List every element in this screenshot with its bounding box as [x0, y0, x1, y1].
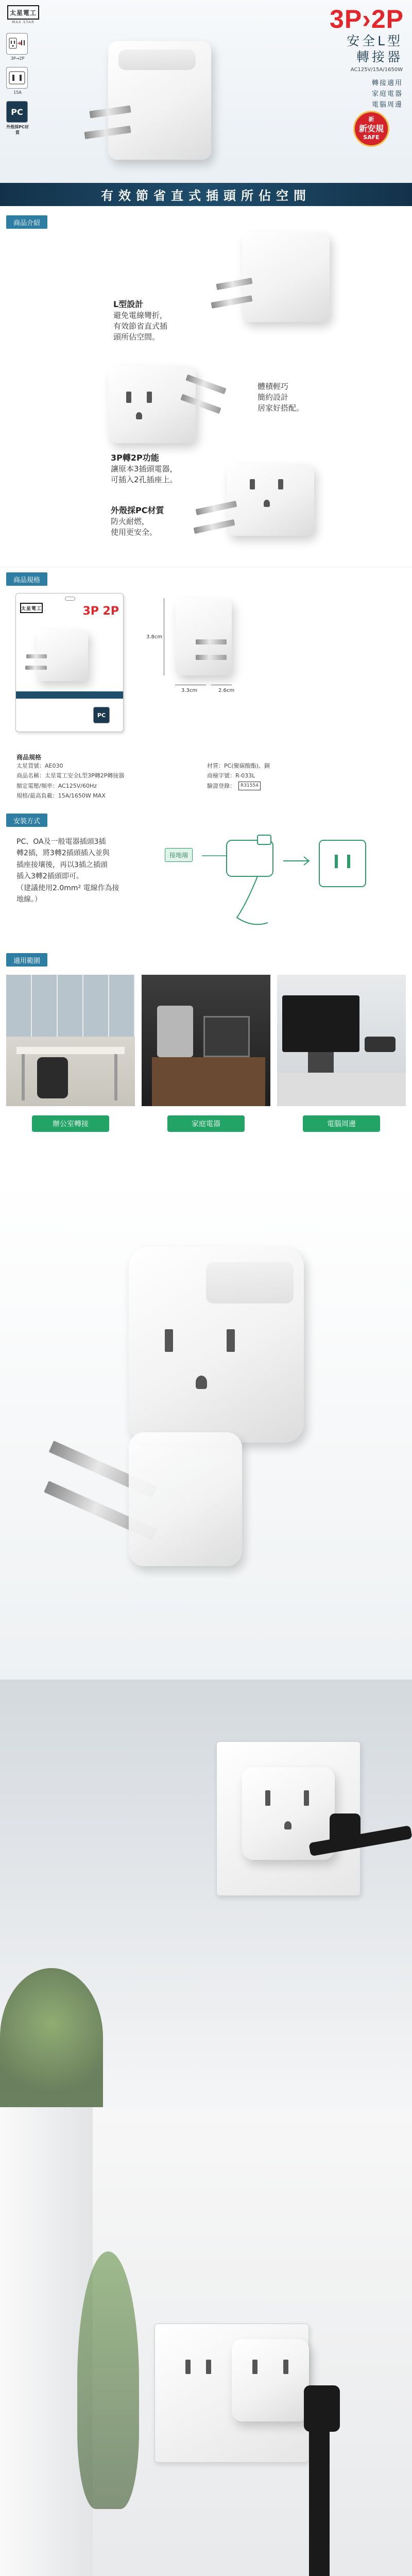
office-photo — [6, 975, 135, 1106]
spec-cell — [207, 791, 398, 801]
certification-mark: R31554 — [238, 782, 261, 791]
15a-icon — [6, 67, 28, 95]
hero-features — [372, 78, 403, 110]
intro-line: 簡約設計 — [258, 393, 289, 402]
spec-cell: 商檢字號：R-033L — [207, 772, 255, 779]
intro-line: 頭所佔空間。 — [113, 332, 160, 342]
intro-line: 體積輕巧 — [258, 382, 289, 391]
spec-cell: 額定電壓/頻率：AC125V/60Hz — [16, 782, 97, 789]
spec-row — [16, 761, 398, 771]
dim-height: 3.8cm — [146, 634, 163, 640]
hero-feature-item: 電腦周邊 — [371, 100, 403, 109]
spec-cell — [207, 781, 398, 791]
app-label-computer: 電腦周邊 — [303, 1115, 380, 1132]
15a-label: 15A — [13, 90, 22, 95]
3p-to-2p-label: 3P→2P — [10, 56, 25, 61]
section-tag-intro: 商品介紹 — [6, 215, 47, 229]
dim-width: 3.3cm — [181, 688, 198, 693]
spec-table-title: 商品規格 — [16, 754, 42, 761]
hero-spec: AC125V/15A/1650W — [350, 67, 403, 73]
badge-bottom: SAFE — [363, 134, 380, 141]
package-brand: 太星電工 — [20, 603, 43, 613]
intro-l-design-title: L型設計 — [113, 299, 144, 309]
install-line: 插座接壤後，再以3插之插頭 — [16, 860, 108, 869]
install-line: PC、OA及一般電器插頭3插 — [16, 838, 106, 846]
hero-title: 3P›2P — [330, 5, 404, 33]
pc-material-label: 外殼採PC材質 — [6, 125, 29, 135]
intro-line: 居家好搭配。 — [258, 403, 304, 413]
intro-pc-title: 外殼採PC材質 — [111, 505, 164, 515]
intro-adapter-title: 3P轉2P功能 — [111, 453, 159, 463]
section-tag-apps: 適用範圍 — [6, 953, 47, 967]
hero-banner — [0, 0, 412, 206]
intro-line: 讓原本3插頭電器， — [111, 464, 178, 474]
install-line: （建議使用2.0mm² 電線作為接 — [16, 884, 119, 892]
section-tag-specs: 商品規格 — [6, 572, 47, 586]
intro-l-design — [113, 299, 167, 343]
intro-adapter — [111, 452, 178, 485]
install-line: 插入3轉2插頭即可。 — [16, 872, 83, 881]
intro-line: 有效節省直式插 — [113, 321, 168, 331]
spec-cell-label: 驗證登錄： — [207, 782, 235, 789]
hero-feature-item: 家庭電器 — [371, 90, 403, 98]
lifestyle-product-photo — [0, 1175, 412, 1680]
ground-terminal-label: 接地端 — [165, 848, 193, 862]
hero-ribbon: 有效節省直式插頭所佔空間 — [0, 183, 412, 206]
pc-material-symbol: PC — [11, 107, 23, 117]
package-image — [15, 593, 124, 732]
hero-subtitle — [347, 33, 403, 65]
install-line: 地線。） — [16, 895, 42, 904]
hero-feature-item: 轉接適用 — [371, 79, 403, 87]
app-label-office: 辦公室轉接 — [32, 1115, 109, 1132]
intro-compact — [258, 381, 304, 414]
badge-top: 新 — [368, 116, 374, 123]
spec-table — [16, 761, 398, 801]
feature-icons — [6, 33, 31, 135]
application-section — [0, 948, 412, 1175]
spec-cell: 商品名稱：太星電工安全L型3P轉2P轉接器 — [16, 772, 125, 779]
dim-depth: 2.6cm — [218, 688, 235, 693]
intro-line: 避免電線彎折， — [113, 311, 168, 320]
spec-row — [16, 781, 398, 791]
app-label-home: 家庭電器 — [167, 1115, 245, 1132]
intro-pc — [111, 505, 164, 538]
hero-subtitle-line2: 轉接器 — [356, 49, 403, 65]
intro-line: 可插入2孔插座上。 — [111, 475, 178, 485]
lifestyle-outlet-photo — [0, 2107, 412, 2576]
package-pc-icon — [93, 707, 110, 723]
install-description — [16, 836, 161, 905]
brand-logo: 太星電工 — [7, 5, 39, 20]
spec-cell: 材質：PC(聚碳酸酯)、銅 — [207, 762, 270, 769]
section-tag-install: 安裝方式 — [6, 814, 47, 827]
spec-row — [16, 771, 398, 781]
badge-mid: 新安規 — [358, 123, 384, 133]
spec-cell: 太星貨號：AE030 — [16, 762, 63, 769]
spec-cell: 規格/最高負載：15A/1650W MAX — [16, 792, 106, 799]
3p-to-2p-icon — [6, 33, 28, 61]
specs-section — [0, 567, 412, 948]
intro-line: 使用更安全。 — [111, 528, 158, 537]
new-safety-badge — [353, 111, 389, 147]
hero-product-image — [88, 31, 232, 185]
brand — [7, 5, 39, 24]
lifestyle-wall-photo — [0, 1680, 412, 2107]
brand-sub: MAX STAR — [12, 20, 35, 24]
hero-subtitle-line1: 安全L型 — [347, 33, 403, 48]
intro-line: 防火耐燃， — [111, 517, 150, 527]
install-line: 轉2插，將3轉2插頭插入並與 — [16, 849, 110, 858]
spec-row — [16, 791, 398, 801]
package-pc-symbol: PC — [97, 711, 106, 719]
computer-peripheral-photo — [277, 975, 406, 1106]
install-diagram — [165, 825, 402, 933]
intro-section — [0, 206, 412, 567]
home-appliance-photo — [142, 975, 270, 1106]
pc-material-icon — [6, 101, 29, 135]
package-title: 3P 2P — [82, 605, 119, 618]
